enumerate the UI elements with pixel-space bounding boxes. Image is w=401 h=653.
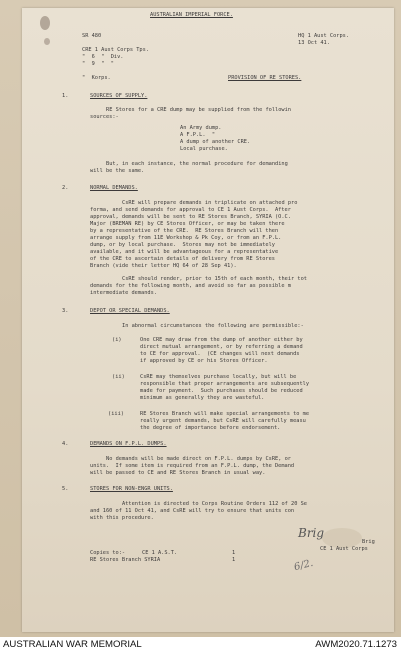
section-heading: NORMAL DEMANDS. (90, 185, 138, 191)
body-line: Major (BREMAN RE) by CE Stores Officer, or may be taken there (90, 221, 285, 227)
body-line: units. If some item is required from an F.P.L. dump, the Demand (90, 463, 295, 469)
issuing-unit: HQ 1 Aust Corps. (298, 33, 350, 39)
body-line: sources:- (90, 114, 119, 120)
body-line: One CRE may draw from the dump of another either by (140, 337, 303, 343)
stain (322, 528, 362, 548)
body-line: No demands will be made direct on F.P.L. dumps by CsRE, or (106, 456, 291, 462)
body-line: responsible that proper arrangements are subsequently (140, 381, 310, 387)
body-line: will be passed to CE and RE Stores Branch in usual way. (90, 470, 266, 476)
subsection-number: (iii) (108, 411, 124, 417)
body-line: arrange supply from 11E Workshop & Pk Coy, or from an F.P.L. (90, 235, 282, 241)
section-heading: DEPOT OR SPECIAL DEMANDS. (90, 308, 170, 314)
signature-unit: CE 1 Aust Corps (320, 546, 368, 552)
body-line: demands for the following month, and avoid so far as possible m (90, 283, 291, 289)
section-number: 4. (62, 441, 69, 447)
body-line: and 160 of 11 Oct 41, and CsRE will try to ensure that units con (90, 508, 295, 514)
addressee-3: " 9 " " (82, 61, 114, 67)
body-line: CsRE will prepare demands in triplicate on attached pro (122, 200, 298, 206)
body-line: dump, or by local purchase. Stores may not be immediately (90, 242, 275, 248)
body-line: to CE for approval. (CE changes will next demands (140, 351, 300, 357)
subsection-number: (ii) (112, 374, 125, 380)
stain (44, 38, 50, 45)
body-line: minimum as generally they are wasteful. (140, 395, 265, 401)
addressee-2: " 6 " Div. (82, 54, 124, 60)
body-line: the degree of importance before endorsement. (140, 425, 281, 431)
body-line: really urgent demands, but CsRE will carefully measu (140, 418, 306, 424)
reference-number: SR 480 (82, 33, 102, 39)
handwritten-margin-note: 6/2. (292, 557, 315, 574)
section-number: 1. (62, 93, 69, 99)
handwritten-signature: Brig (298, 526, 325, 540)
document-date: 13 Oct 41. (298, 40, 330, 46)
body-line: will be the same. (90, 168, 145, 174)
document-sheet (22, 8, 394, 632)
section-heading: SOURCES OF SUPPLY. (90, 93, 148, 99)
source-item: An Army dump. (180, 125, 222, 131)
copy-quantity: 1 (232, 557, 236, 563)
section-number: 3. (62, 308, 69, 314)
copy-recipient: RE Stores Branch SYRIA (90, 557, 161, 563)
body-line: available, and it will be advantageous for a representative (90, 249, 279, 255)
body-line: Branch (vide their letter HQ 64 of 28 Sep 41). (90, 263, 237, 269)
body-line: with this procedure. (90, 515, 154, 521)
section-heading: DEMANDS ON F.P.L. DUMPS. (90, 441, 167, 447)
subsection-number: (i) (112, 337, 122, 343)
body-line: RE Stores for a CRE dump may be supplied from the followin (106, 107, 291, 113)
copy-quantity: 1 (232, 550, 236, 556)
document-subject: PROVISION OF RE STORES. (228, 75, 302, 81)
addressee-1: CRE 1 Aust Corps Tps. (82, 47, 149, 53)
body-line: by a representative of the CRE. RE Stores Branch will then (90, 228, 279, 234)
source-item: A F.P.L. " (180, 132, 216, 138)
body-line: approval, demands will be sent to RE Stores Branch, SYRIA (O.C. (90, 214, 291, 220)
body-line: forma, and send demands for approval to CE 1 Aust Corps. After (90, 207, 291, 213)
copy-recipient: CE 1 A.S.T. (142, 550, 178, 556)
addressee-4: " Korps. (82, 75, 111, 81)
source-item: Local purchase. (180, 146, 228, 152)
section-number: 5. (62, 486, 69, 492)
stain (40, 16, 50, 30)
accession-number: AWM2020.71.1273 (315, 639, 397, 650)
copies-label: Copies to:- (90, 550, 126, 556)
body-line: intermediate demands. (90, 290, 157, 296)
body-line: if approved by CE or his Stores Officer. (140, 358, 268, 364)
body-line: made for payment. Such purchases should be reduced (140, 388, 303, 394)
body-line: of the CRE to ascertain details of delivery from RE Stores (90, 256, 275, 262)
body-line: But, in each instance, the normal procedure for demanding (106, 161, 288, 167)
archive-footer (0, 637, 401, 653)
body-line: In abnormal circumstances the following are permissible:- (122, 323, 304, 329)
body-line: Attention is directed to Corps Routine Orders 112 of 20 Se (122, 501, 307, 507)
document-title: AUSTRALIAN IMPERIAL FORCE. (150, 12, 233, 18)
section-heading: STORES FOR NON-ENGR UNITS. (90, 486, 173, 492)
institution-label: AUSTRALIAN WAR MEMORIAL (3, 639, 142, 650)
body-line: CsRE may themselves purchase locally, but will be (140, 374, 297, 380)
source-item: A dump of another CRE. (180, 139, 251, 145)
body-line: RE Stores Branch will make special arrangements to me (140, 411, 310, 417)
section-number: 2. (62, 185, 69, 191)
signature-rank: Brig (362, 539, 375, 545)
body-line: direct mutual arrangement, or by referring a demand (140, 344, 303, 350)
body-line: CsRE should render, prior to 15th of each month, their tot (122, 276, 307, 282)
